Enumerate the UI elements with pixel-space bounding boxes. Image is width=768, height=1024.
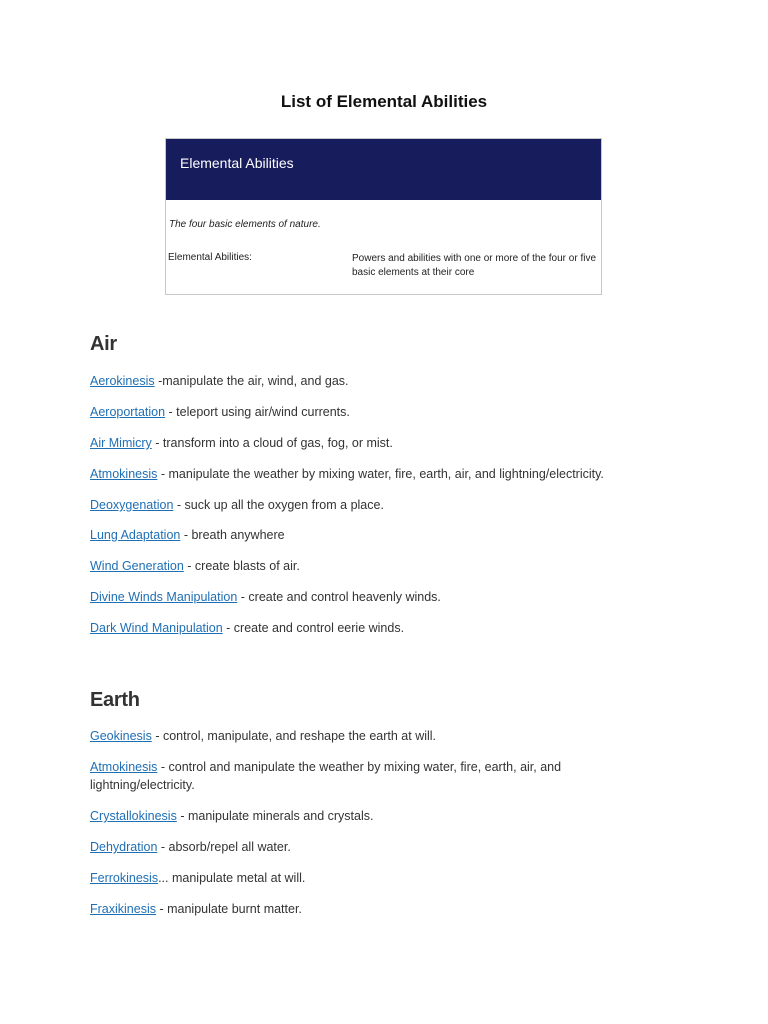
ability-description: - control and manipulate the weather by mixing water, fire, earth, air, and lightning/electricity. <box>90 760 562 792</box>
ability-description: - manipulate minerals and crystals. <box>176 809 374 823</box>
list-item <box>90 807 650 825</box>
infobox-value: Powers and abilities with one or more of the four or five basic elements at their core <box>352 253 597 278</box>
ability-description: - breath anywhere <box>180 528 285 542</box>
ability-link[interactable]: Geokinesis <box>90 729 152 743</box>
ability-link[interactable]: Lung Adaptation <box>90 528 181 542</box>
list-item <box>90 588 650 606</box>
ability-link[interactable]: Divine Winds Manipulation <box>90 590 238 604</box>
ability-link[interactable]: Crystallokinesis <box>90 809 177 823</box>
ability-link[interactable]: Dehydration <box>90 840 158 854</box>
list-item <box>90 526 650 544</box>
ability-description: - manipulate the weather by mixing water, fire, earth, air, and lightning/electricity. <box>157 467 604 481</box>
infobox-caption: The four basic elements of nature. <box>169 219 321 230</box>
list-item <box>90 403 650 421</box>
infobox-header: Elemental Abilities <box>166 139 601 200</box>
ability-description: - absorb/repel all water. <box>157 840 291 854</box>
ability-description: - create and control eerie winds. <box>222 621 405 635</box>
list-item <box>90 619 650 637</box>
ability-link[interactable]: Deoxygenation <box>90 498 174 512</box>
infobox <box>165 138 602 295</box>
list-item <box>90 869 650 887</box>
ability-description: - teleport using air/wind currents. <box>165 405 350 419</box>
ability-link[interactable]: Wind Generation <box>90 559 184 573</box>
list-item <box>90 758 610 794</box>
list-item <box>90 557 650 575</box>
ability-description: - suck up all the oxygen from a place. <box>173 498 384 512</box>
ability-link[interactable]: Aeroportation <box>90 405 166 419</box>
ability-description: ... manipulate metal at will. <box>158 871 306 885</box>
ability-link[interactable]: Ferrokinesis <box>90 871 159 885</box>
ability-link[interactable]: Atmokinesis <box>90 467 158 481</box>
ability-link[interactable]: Air Mimicry <box>90 436 152 450</box>
infobox-key: Elemental Abilities: <box>168 252 252 263</box>
section-heading-earth: Earth <box>90 689 140 711</box>
list-item <box>90 496 650 514</box>
ability-description: - create blasts of air. <box>183 559 300 573</box>
ability-description: - transform into a cloud of gas, fog, or mist. <box>151 436 393 450</box>
ability-description: -manipulate the air, wind, and gas. <box>154 374 349 388</box>
list-item <box>90 838 650 856</box>
list-item <box>90 465 690 483</box>
ability-link[interactable]: Atmokinesis <box>90 760 158 774</box>
ability-link[interactable]: Dark Wind Manipulation <box>90 621 223 635</box>
list-item <box>90 434 650 452</box>
ability-description: - manipulate burnt matter. <box>156 902 302 916</box>
ability-description: - create and control heavenly winds. <box>237 590 441 604</box>
ability-link[interactable]: Fraxikinesis <box>90 902 156 916</box>
list-item <box>90 727 650 745</box>
list-item <box>90 372 650 390</box>
ability-link[interactable]: Aerokinesis <box>90 374 155 388</box>
list-item <box>90 900 650 918</box>
page-title: List of Elemental Abilities <box>280 92 488 111</box>
section-heading-air: Air <box>90 333 117 355</box>
ability-description: - control, manipulate, and reshape the earth at will. <box>151 729 437 743</box>
